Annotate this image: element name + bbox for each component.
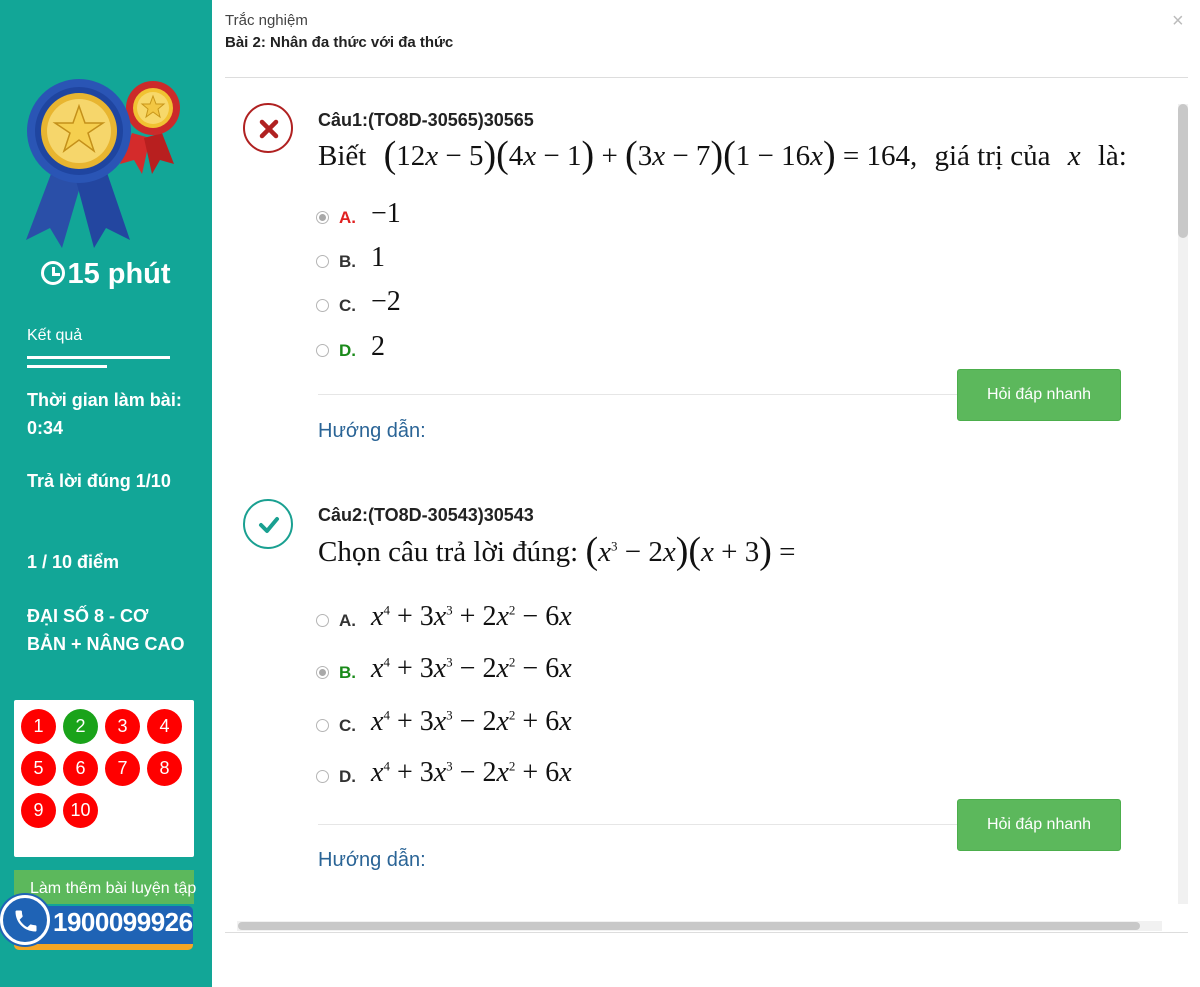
phone-icon [0, 895, 50, 945]
option-label: D. [339, 341, 356, 360]
close-icon[interactable]: × [1172, 10, 1184, 32]
score: 1 / 10 điểm [27, 552, 120, 572]
option-value: $x^4 + 3x^3 - 2x^2 + 6x$ [371, 757, 572, 788]
vertical-scrollbar-thumb[interactable] [1178, 104, 1188, 238]
divider [318, 824, 978, 825]
x-icon [243, 103, 293, 153]
guide-link[interactable]: Hướng dẫn: [318, 420, 426, 442]
guide-link[interactable]: Hướng dẫn: [318, 849, 426, 871]
question-nav-9[interactable]: 9 [21, 793, 56, 828]
option-label: A. [339, 611, 356, 630]
question-nav-4[interactable]: 4 [147, 709, 182, 744]
footer-divider [225, 932, 1188, 933]
radio-button[interactable] [316, 211, 329, 224]
practice-more-button[interactable]: Làm thêm bài luyện tập [14, 870, 194, 904]
option-value: −1 [371, 198, 401, 229]
option-label: B. [339, 663, 356, 682]
question-nav-1[interactable]: 1 [21, 709, 56, 744]
option-label: C. [339, 296, 356, 315]
question-nav-6[interactable]: 6 [63, 751, 98, 786]
option-label: A. [339, 208, 356, 227]
radio-button[interactable] [316, 299, 329, 312]
divider [27, 356, 170, 359]
option-value: −2 [371, 286, 401, 317]
question-2-text: Chọn câu trả lời đúng: $(x^3 - 2x)(x + 3)$ = [318, 530, 796, 572]
question-1-text: Biết (12x − 5)(4x − 1) + (3x − 7)(1 − 16x) = 164, giá trị của x là: [318, 134, 1127, 176]
divider [27, 365, 107, 368]
question-nav-10[interactable]: 10 [63, 793, 98, 828]
header-subtitle: Trắc nghiệm [225, 12, 308, 29]
correct-answers: Trả lời đúng 1/10 [27, 471, 171, 491]
header-divider [225, 77, 1188, 78]
sidebar [0, 0, 212, 987]
time-spent: Thời gian làm bài: 0:34 [27, 390, 182, 438]
quick-ask-button[interactable]: Hỏi đáp nhanh [957, 369, 1121, 421]
question-nav-2[interactable]: 2 [63, 709, 98, 744]
radio-button[interactable] [316, 666, 329, 679]
timer-text: 15 phút [67, 258, 171, 290]
radio-button[interactable] [316, 770, 329, 783]
option-value: $x^4 + 3x^3 - 2x^2 - 6x$ [371, 653, 572, 684]
award-medal-icon [22, 78, 187, 248]
course-name: ĐẠI SỐ 8 - CƠ BẢN + NÂNG CAO [27, 606, 185, 654]
radio-button[interactable] [316, 255, 329, 268]
radio-button[interactable] [316, 719, 329, 732]
timer [0, 258, 212, 291]
clock-icon [41, 261, 65, 285]
option-value: 2 [371, 331, 385, 362]
check-icon [243, 499, 293, 549]
question-nav-8[interactable]: 8 [147, 751, 182, 786]
hotline-number: 1900099926 [53, 907, 193, 937]
divider [318, 394, 978, 395]
question-nav-5[interactable]: 5 [21, 751, 56, 786]
hotline-banner[interactable] [0, 893, 194, 957]
question-nav-3[interactable]: 3 [105, 709, 140, 744]
horizontal-scrollbar-thumb[interactable] [238, 922, 1140, 930]
quick-ask-button[interactable]: Hỏi đáp nhanh [957, 799, 1121, 851]
page-title: Bài 2: Nhân đa thức với đa thức [225, 34, 454, 51]
question-1-header: Câu1:(TO8D-30565)30565 [318, 110, 534, 130]
option-label: B. [339, 252, 356, 271]
option-value: 1 [371, 242, 385, 273]
question-nav-7[interactable]: 7 [105, 751, 140, 786]
option-value: $x^4 + 3x^3 - 2x^2 + 6x$ [371, 706, 572, 737]
question-navigator [14, 700, 194, 857]
result-title: Kết quả [27, 327, 83, 344]
option-label: D. [339, 767, 356, 786]
option-label: C. [339, 716, 356, 735]
radio-button[interactable] [316, 614, 329, 627]
question-2-header: Câu2:(TO8D-30543)30543 [318, 505, 534, 525]
option-value: $x^4 + 3x^3 + 2x^2 - 6x$ [371, 601, 572, 632]
radio-button[interactable] [316, 344, 329, 357]
